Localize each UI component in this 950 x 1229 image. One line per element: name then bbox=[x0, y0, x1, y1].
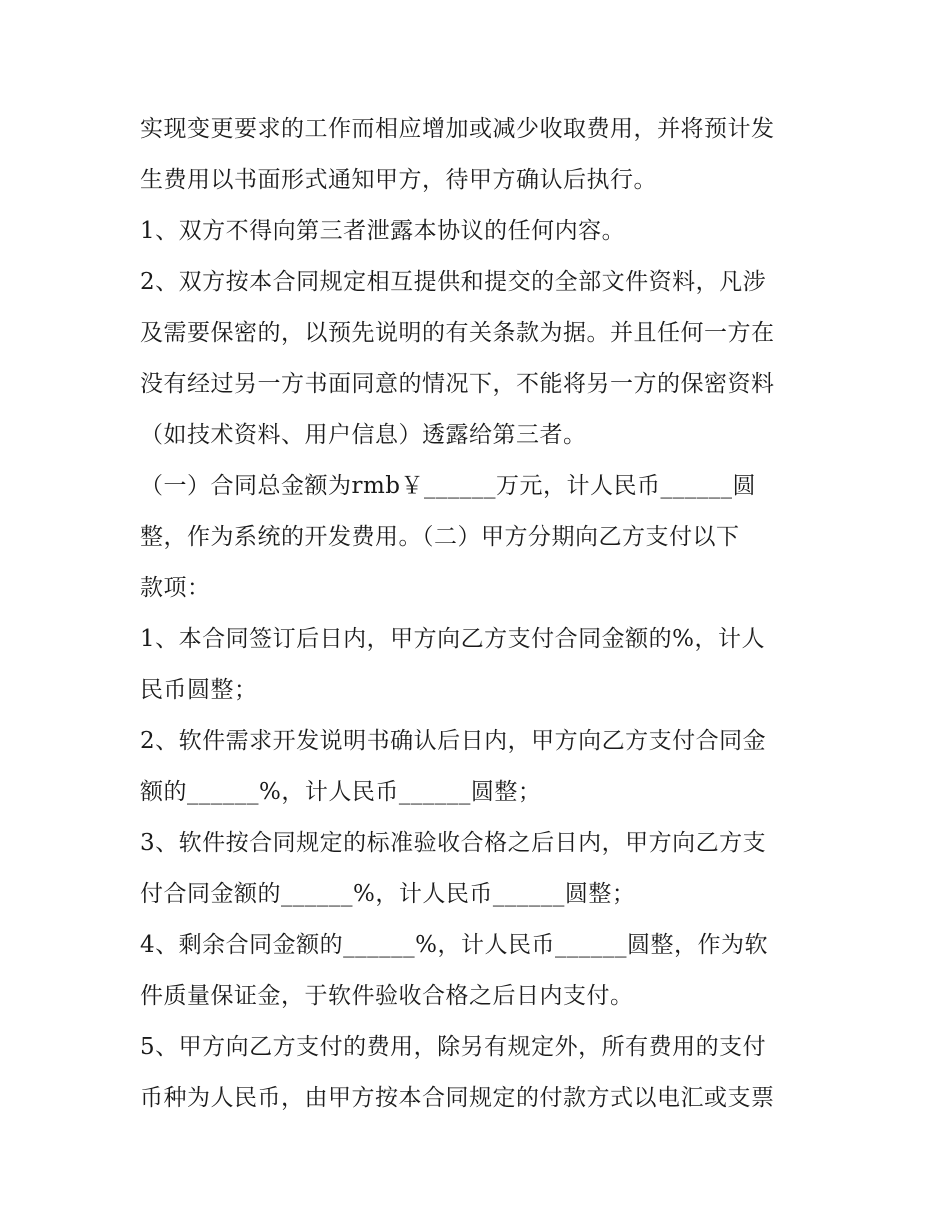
text-line: 生费用以书面形式通知甲方，待甲方确认后执行。 bbox=[140, 167, 657, 193]
text-line: 实现变更要求的工作而相应增加或减少收取费用，并将预计发 bbox=[140, 116, 775, 142]
text-line: 及需要保密的，以预先说明的有关条款为据。并且任何一方在 bbox=[140, 320, 775, 346]
text-line: 付合同金额的______%，计人民币______圆整； bbox=[140, 881, 636, 907]
document-body bbox=[140, 104, 820, 1124]
text-line: 民币圆整； bbox=[140, 677, 258, 703]
text-line: 2、双方按本合同规定相互提供和提交的全部文件资料，凡涉 bbox=[140, 269, 767, 295]
text-line: 1、本合同签订后日内，甲方向乙方支付合同金额的%，计人 bbox=[140, 626, 765, 652]
text-line: 3、软件按合同规定的标准验收合格之后日内，甲方向乙方支 bbox=[140, 830, 767, 856]
text-line: 款项： bbox=[140, 575, 211, 601]
text-line: 1、双方不得向第三者泄露本协议的任何内容。 bbox=[140, 218, 626, 244]
text-line: 整，作为系统的开发费用。（二）甲方分期向乙方支付以下 bbox=[140, 524, 740, 550]
text-line: 额的______%，计人民币______圆整； bbox=[140, 779, 542, 805]
text-line: 币种为人民币，由甲方按本合同规定的付款方式以电汇或支票 bbox=[140, 1085, 775, 1111]
text-line: （如技术资料、用户信息）透露给第三者。 bbox=[140, 422, 587, 448]
text-line: 没有经过另一方书面同意的情况下，不能将另一方的保密资料 bbox=[140, 371, 775, 397]
text-line: （一）合同总金额为rmb￥______万元，计人民币______圆 bbox=[140, 473, 757, 499]
text-line: 4、剩余合同金额的______%，计人民币______圆整，作为软 bbox=[140, 932, 768, 958]
text-line: 5、甲方向乙方支付的费用，除另有规定外，所有费用的支付 bbox=[140, 1034, 767, 1060]
text-line: 件质量保证金，于软件验收合格之后日内支付。 bbox=[140, 983, 634, 1009]
text-line: 2、软件需求开发说明书确认后日内，甲方向乙方支付合同金 bbox=[140, 728, 767, 754]
